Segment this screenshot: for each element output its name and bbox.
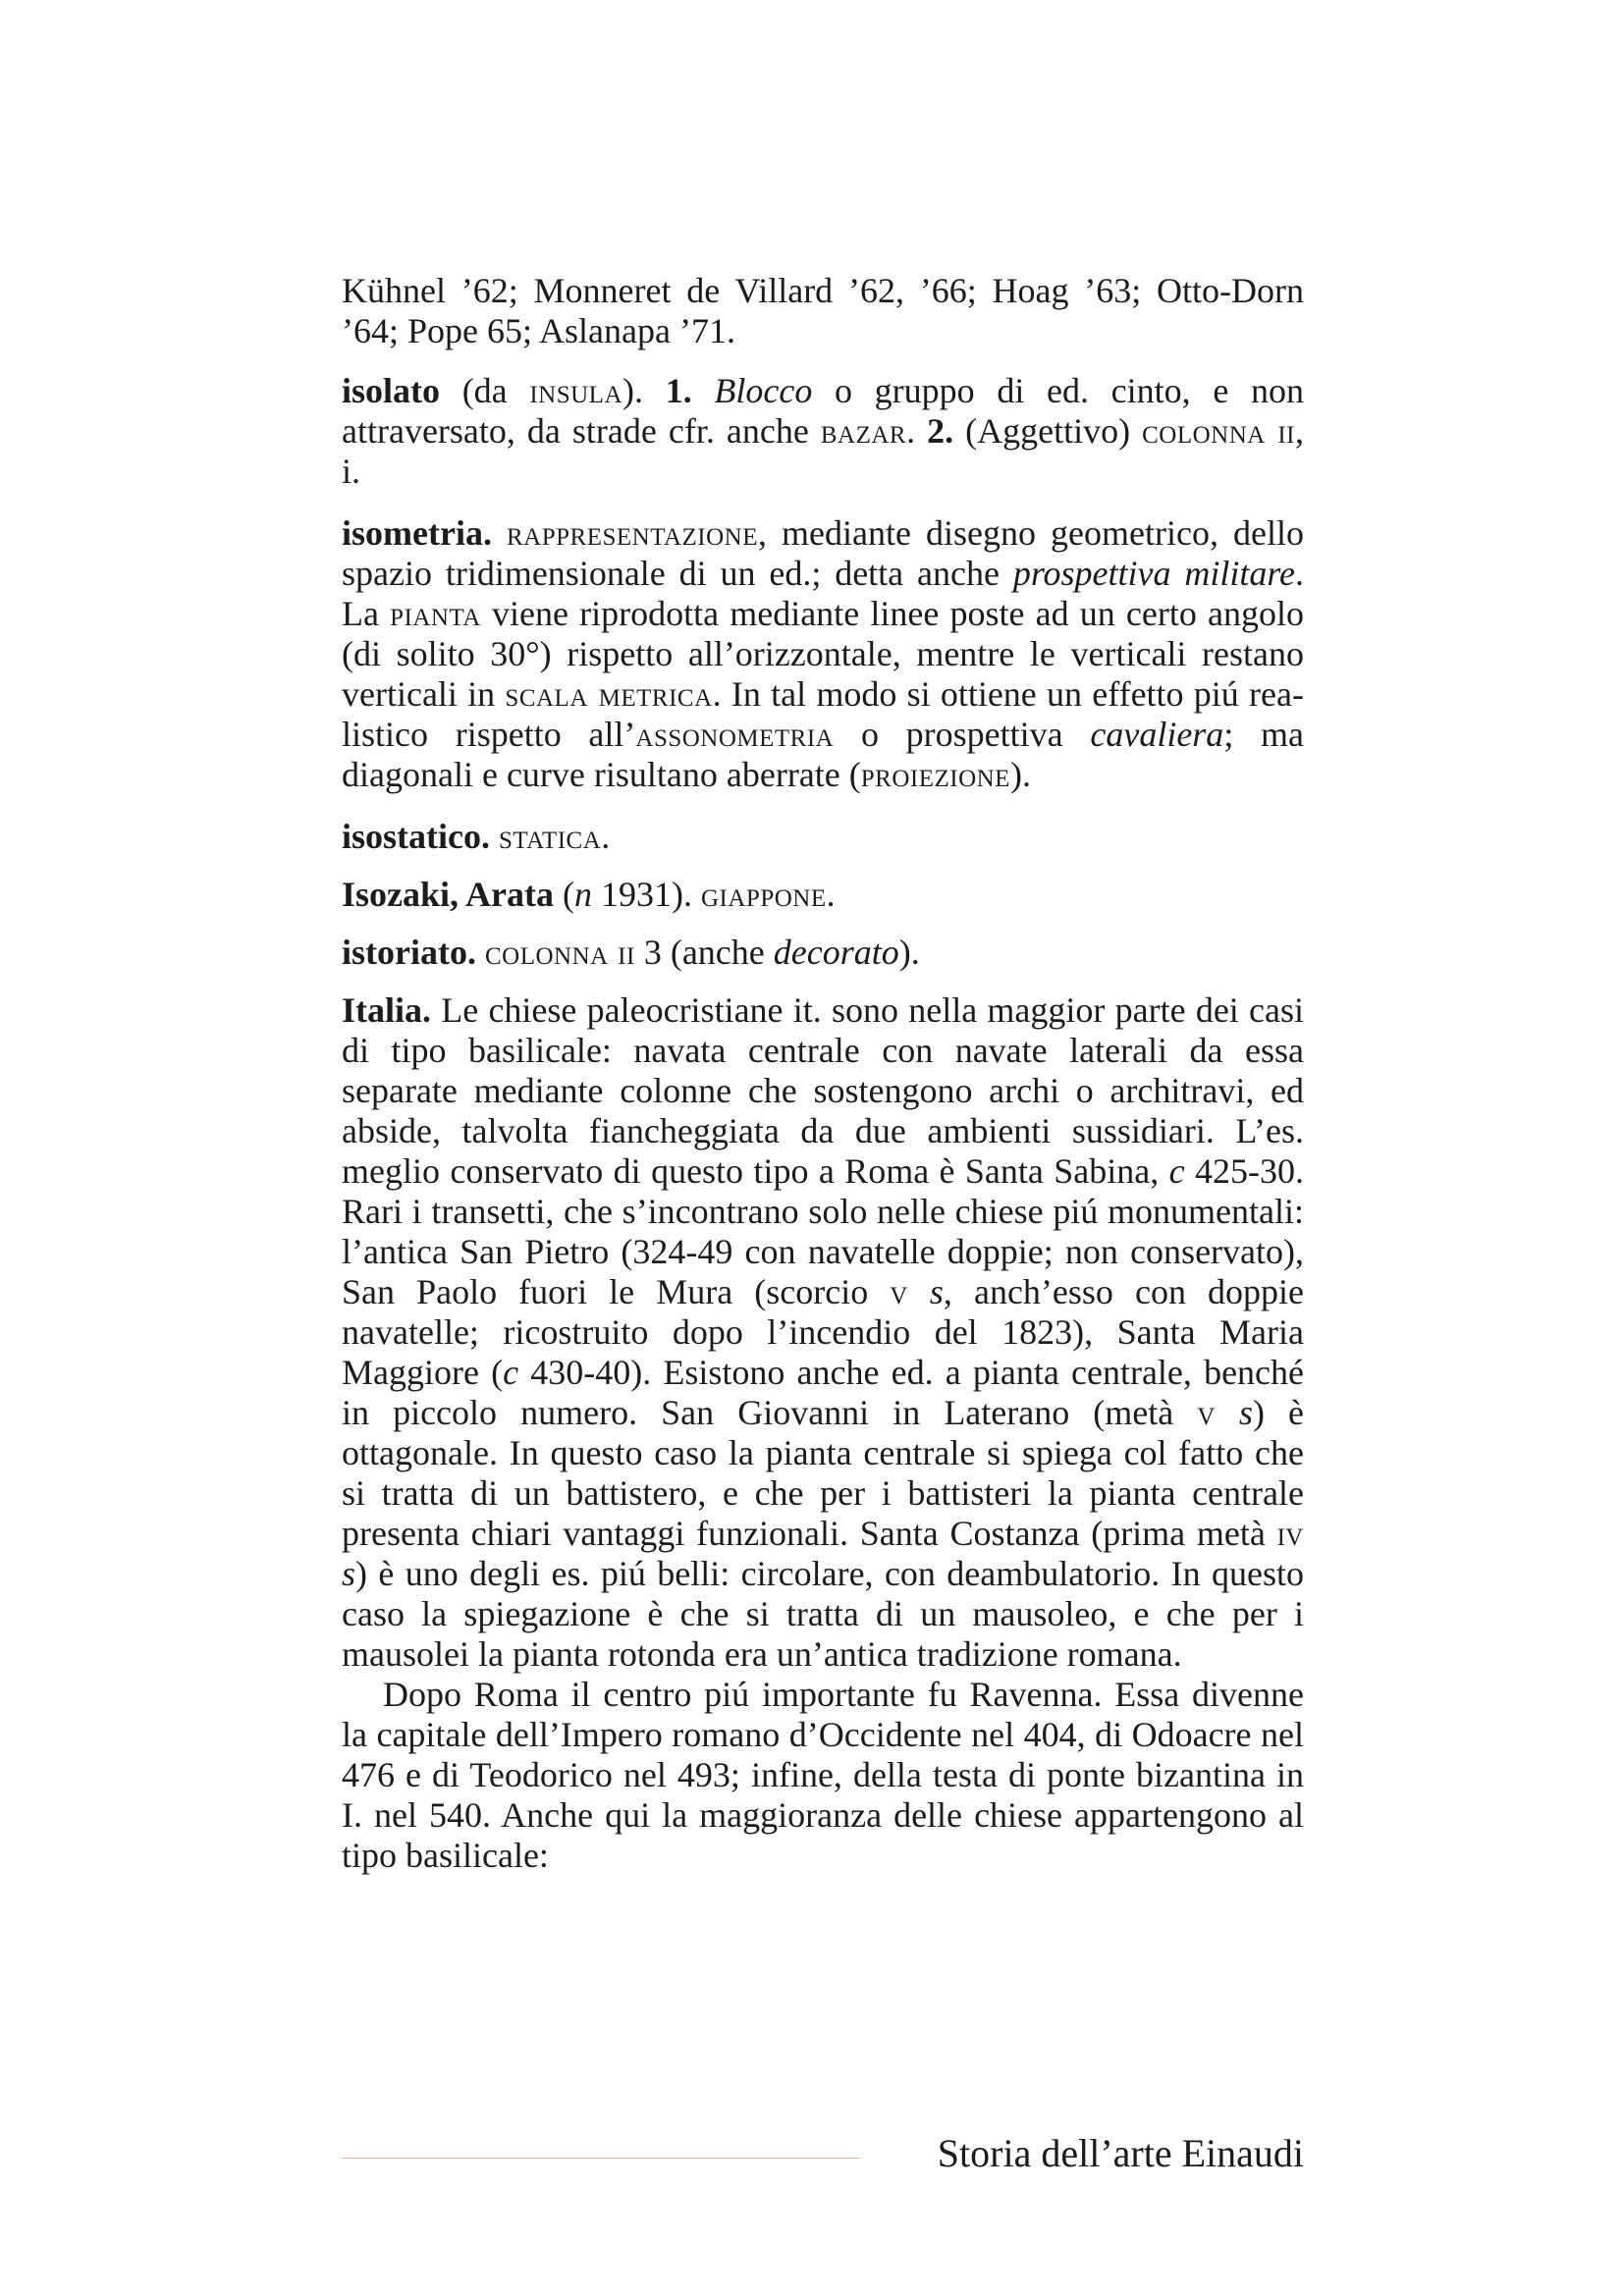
cross-reference-giappone[interactable]: giappone [701, 875, 827, 914]
text [476, 933, 485, 972]
text: ). [898, 933, 920, 972]
roman-numeral: v [890, 1272, 908, 1311]
headword-italia: Italia. [342, 990, 432, 1030]
headword-isozaki: Isozaki, Arata [342, 875, 554, 914]
text: o gruppo di ed. cinto, e non attraversato, da strade cfr. anche [342, 371, 1305, 451]
text: ) è uno degli es. piú belli: circolare, con deambulatorio. In questo caso la spiegazione è che si tratta di un mausoleo, e che per i mausolei la pianta rotonda era un’antica tradizione romana. [342, 1554, 1304, 1674]
text: . [826, 875, 836, 914]
italic-abbrev-n: n [574, 875, 592, 914]
text: , i. [342, 411, 1304, 491]
text: . In tal modo si ottiene un effetto piú realistico rispetto all’ [342, 674, 1304, 754]
italic-term-decorato: decorato [773, 933, 899, 972]
text [1216, 1393, 1239, 1432]
text: . [601, 817, 611, 856]
page-footer [342, 2130, 1304, 2179]
text: ; ma diagonali e curve risultano aberrate ( [342, 715, 1305, 794]
cross-reference-colonna-ii[interactable]: colonna ii [484, 933, 635, 972]
text: ). [1009, 755, 1031, 794]
italic-abbrev-s: s [1238, 1393, 1253, 1432]
headword-istoriato: istoriato. [342, 933, 476, 972]
italic-term-cavaliera: cavaliera [1090, 715, 1224, 754]
text: . La [342, 554, 1304, 633]
text: 1931). [592, 875, 701, 914]
headword-isolato: isolato [342, 371, 441, 410]
cross-reference-pianta[interactable]: pianta [390, 594, 481, 633]
text: Dopo Roma il centro piú importante fu Ravenna. Essa divenne la capitale dell’Impero romano d’Occidente nel 404, di Odoacre nel 476 e di Teodorico nel 493; infine, della testa di ponte bizantina in I. nel 540. Anche qui la maggioranza delle chiese appartengono al tipo basilicale: [342, 1675, 1304, 1875]
text: o prospettiva [834, 715, 1091, 754]
footer-rule [342, 2158, 860, 2159]
entry-isostatico [342, 817, 1304, 857]
text: 425-30. Rari i transetti, che s’incontrano solo nelle chiese piú monumentali: l’antica San Pietro (324-49 con navatelle doppie; non conservato), San Paolo fuori le Mura (scorcio [342, 1151, 1304, 1311]
headword-isostatico: isostatico. [342, 817, 490, 856]
cross-reference-colonna-ii[interactable]: colonna ii [1142, 411, 1295, 451]
cross-reference-rappresentazione[interactable]: rappresentazione [507, 513, 759, 553]
text: ( [554, 875, 574, 914]
text: Le chiese paleocristiane it. sono nella maggior parte dei casi di tipo basilicale: navata centrale con navate laterali da essa separate mediante colonne che sostengono archi o architravi, ed abside, talvolta fiancheggiata da due ambienti sussidiari. L’es. meglio conservato di questo tipo a Roma è Santa Sabina, [342, 990, 1304, 1191]
cross-reference-statica[interactable]: statica [498, 817, 602, 856]
text: , anch’esso con doppie navatelle; ricostruito dopo l’incendio del 1823), Santa Maria Maggiore ( [342, 1272, 1304, 1392]
italia-paragraph-1 [342, 990, 1304, 1675]
headword-isometria: isometria. [342, 513, 492, 553]
footer-series-title: Storia dell’arte Einaudi [937, 2131, 1304, 2175]
italia-paragraph-2 [342, 1675, 1304, 1876]
cross-reference-scala-metrica[interactable]: scala metrica [505, 674, 713, 714]
text [908, 1272, 930, 1311]
italic-abbrev-c: c [1168, 1151, 1185, 1191]
entry-kuhnel-bibliography [342, 271, 1304, 351]
cross-reference-proiezione[interactable]: proiezione [860, 755, 1010, 794]
entry-isolato [342, 371, 1304, 492]
italic-abbrev-s: s [342, 1554, 356, 1593]
page-body [342, 271, 1304, 1876]
cross-reference-assonometria[interactable]: assonometria [635, 715, 835, 754]
text: (da [440, 371, 530, 410]
italic-abbrev-s: s [929, 1272, 944, 1311]
cross-reference-insula[interactable]: insula [529, 371, 623, 410]
entry-isometria [342, 513, 1304, 795]
italic-term-prospettiva-militare: prospettiva militare [1012, 554, 1295, 593]
entry-istoriato [342, 933, 1304, 973]
text: 3 (anche [634, 933, 774, 972]
text [692, 371, 715, 410]
text: , mediante disegno geometrico, dello spazio tridimensionale di un ed.; detta anche [342, 513, 1305, 593]
text [490, 817, 499, 856]
entry-isozaki [342, 875, 1304, 915]
text: . [906, 411, 928, 451]
entry-italia [342, 990, 1304, 1876]
roman-numeral: iv [1276, 1514, 1304, 1553]
italic-abbrev-c: c [503, 1353, 519, 1392]
sense-number-1: 1. [665, 371, 692, 410]
text: viene riprodotta mediante linee poste ad un certo angolo (di solito 30°) rispetto all’orizzontale, mentre le verticali restano verticali in [342, 594, 1305, 714]
text: (Aggettivo) [953, 411, 1143, 451]
text [492, 513, 507, 553]
text: 430-40). Esistono anche ed. a pianta centrale, benché in piccolo numero. San Giovanni in Laterano (metà [342, 1353, 1305, 1432]
roman-numeral: v [1197, 1393, 1216, 1432]
bibliography-text: Kühnel ’62; Monneret de Villard ’62, ’66; Hoag ’63; Otto-Dorn ’64; Pope 65; Aslanapa ’71. [342, 271, 1304, 350]
cross-reference-bazar[interactable]: bazar [820, 411, 907, 451]
sense-number-2: 2. [927, 411, 954, 451]
text: ). [622, 371, 666, 410]
italic-term-blocco: Blocco [714, 371, 813, 410]
text: ) è ottagonale. In questo caso la pianta centrale si spiega col fatto che si tratta di un battistero, e che per i battisteri la pianta centrale presenta chiari vantaggi funzionali. Santa Costanza (prima metà [342, 1393, 1305, 1553]
